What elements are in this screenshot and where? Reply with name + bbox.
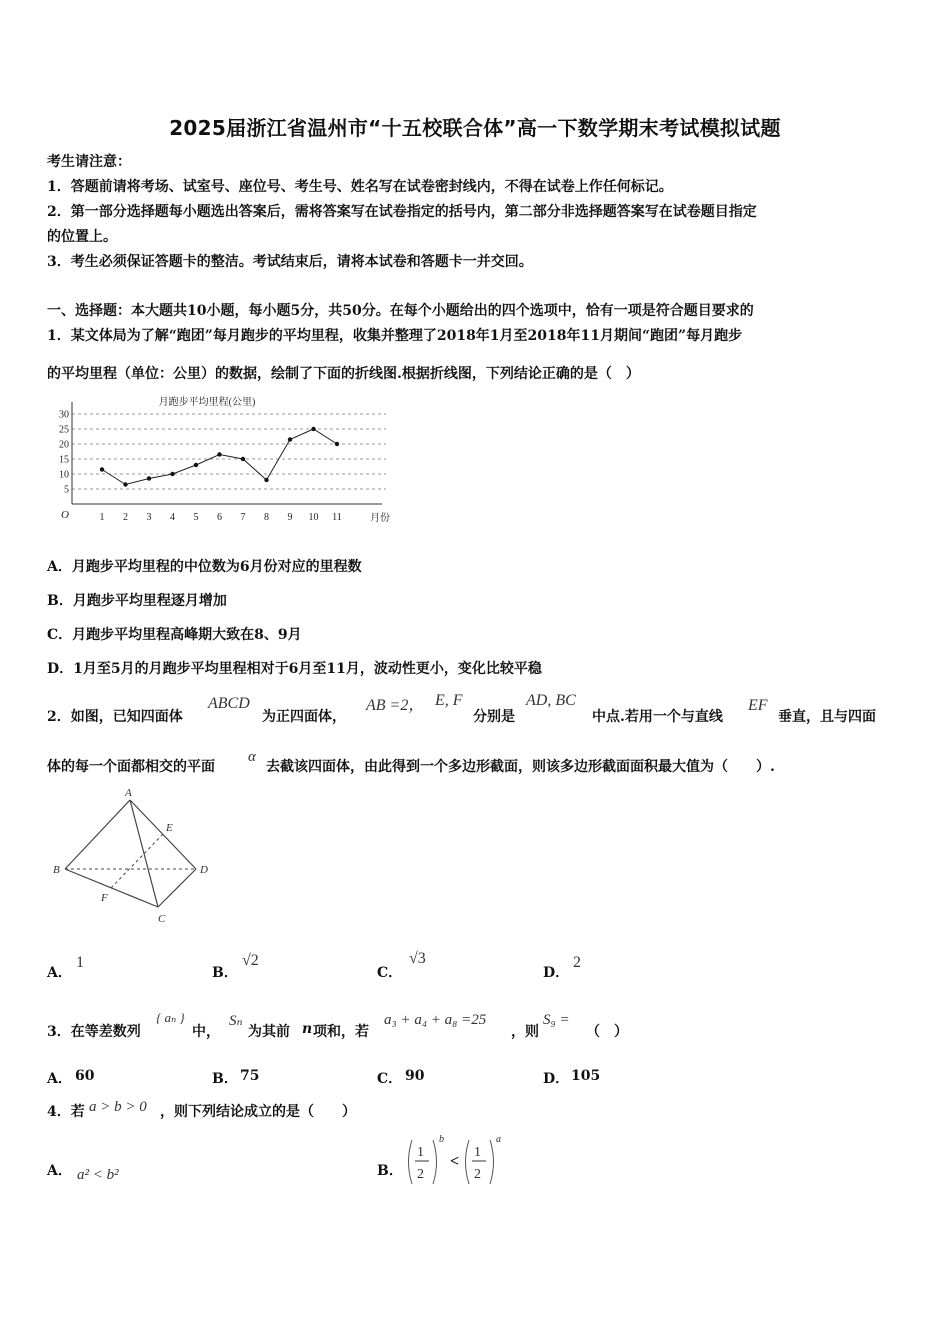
edge-ac bbox=[130, 800, 158, 907]
paren-right-2 bbox=[490, 1140, 494, 1184]
q3-stem-part: （ ） bbox=[586, 1024, 628, 1040]
q2-math-ef: E, F bbox=[435, 692, 463, 709]
data-point bbox=[100, 467, 104, 471]
q2-math-ef2: EF bbox=[748, 697, 768, 714]
q3-stem-part: 为其前 bbox=[248, 1024, 290, 1040]
y-tick-label: 10 bbox=[59, 469, 69, 481]
q2-math-abcd: ABCD bbox=[208, 695, 250, 712]
point-label-f: F bbox=[101, 892, 108, 904]
exp-a: a bbox=[496, 1134, 501, 1145]
q3-stem-part: 项和，若 bbox=[313, 1024, 369, 1040]
segment-ef-hidden bbox=[111, 834, 163, 888]
section-heading: 一、选择题：本大题共10小题，每小题5分，共50分。在每个小题给出的四个选项中，恰有一项是符合题目要求的 bbox=[47, 303, 754, 319]
q2-stem-part: 分别是 bbox=[473, 709, 515, 725]
paren-left-2 bbox=[466, 1140, 470, 1184]
chart-x-label: 月份 bbox=[370, 513, 390, 524]
x-tick-label: 11 bbox=[332, 512, 342, 523]
data-point bbox=[288, 437, 292, 441]
vertex-label-a: A bbox=[125, 787, 132, 799]
paren-left-1 bbox=[409, 1140, 413, 1184]
q1-option-b: B．月跑步平均里程逐月增加 bbox=[47, 593, 227, 609]
q2-stem-part: 垂直，且与四面 bbox=[778, 709, 876, 725]
vertex-label-b: B bbox=[53, 864, 60, 876]
chart-title: 月跑步平均里程(公里) bbox=[158, 397, 256, 408]
q3-math-sn: Sₙ bbox=[229, 1013, 243, 1029]
q2-math-adbc: AD, BC bbox=[526, 692, 576, 709]
q2-option-c-label: C． bbox=[377, 965, 403, 981]
q4-stem-part: ，则下列结论成立的是（ ） bbox=[160, 1104, 356, 1120]
q4-option-b-expr bbox=[402, 1130, 512, 1192]
notice-heading: 考生请注意： bbox=[47, 154, 131, 170]
data-point bbox=[217, 452, 221, 456]
notice-item: 的位置上。 bbox=[47, 229, 117, 245]
q2-stem-part: 去截该四面体，由此得到一个多边形截面，则该多边形截面面积最大值为（ ）. bbox=[266, 759, 775, 775]
data-point bbox=[123, 482, 127, 486]
q3-option-b-label: B． bbox=[212, 1071, 238, 1087]
q3-option-c-value: 90 bbox=[405, 1068, 425, 1084]
q4-option-a-label: A． bbox=[47, 1163, 72, 1179]
q2-stem-part: 为正四面体， bbox=[262, 709, 346, 725]
x-tick-label: 2 bbox=[123, 512, 128, 523]
q3-math-seq: { aₙ } bbox=[156, 1010, 185, 1025]
q3-option-a-label: A． bbox=[47, 1071, 72, 1087]
q3-stem-part: ，则 bbox=[511, 1024, 539, 1040]
vertex-label-c: C bbox=[158, 913, 166, 925]
frac1-den: 2 bbox=[417, 1167, 424, 1182]
q3-option-d-value: 105 bbox=[571, 1068, 601, 1084]
edge-cd bbox=[158, 869, 196, 907]
q2-option-a-label: A． bbox=[47, 965, 72, 981]
q2-stem-part: 2．如图，已知四面体 bbox=[47, 709, 183, 725]
q2-stem-part: 体的每一个面都相交的平面 bbox=[47, 759, 215, 775]
x-tick-label: 4 bbox=[170, 512, 175, 523]
x-tick-label: 8 bbox=[264, 512, 269, 523]
chart-origin-label: O bbox=[61, 509, 69, 521]
y-tick-label: 25 bbox=[59, 424, 69, 436]
x-tick-label: 5 bbox=[193, 512, 199, 523]
q2-math-ab: AB =2， bbox=[366, 697, 425, 714]
series-line bbox=[102, 429, 337, 485]
less-than-symbol: < bbox=[450, 1153, 460, 1170]
data-point bbox=[170, 472, 174, 476]
q3-option-c-label: C． bbox=[377, 1071, 403, 1087]
notice-item: 2．第一部分选择题每小题选出答案后，需将答案写在试卷指定的括号内，第二部分非选择题答案写在试卷题目指定 bbox=[47, 204, 757, 220]
q3-math-s9: S₉ = bbox=[543, 1012, 570, 1028]
page-title: 2025届浙江省温州市“十五校联合体”高一下数学期末考试模拟试题 bbox=[169, 116, 781, 140]
q4-math-condition: a > b > 0 bbox=[89, 1099, 147, 1115]
notice-item: 1．答题前请将考场、试室号、座位号、考生号、姓名写在试卷密封线内，不得在试卷上作任何标记。 bbox=[47, 179, 673, 195]
frac2-num: 1 bbox=[474, 1145, 481, 1160]
x-tick-label: 6 bbox=[217, 512, 222, 523]
q1-line-chart bbox=[52, 392, 402, 532]
data-point bbox=[147, 476, 151, 480]
notice-item: 3．考生必须保证答题卡的整洁。考试结束后，请将本试卷和答题卡一并交回。 bbox=[47, 254, 533, 270]
q1-stem-line1: 1．某文体局为了解“跑团”每月跑步的平均里程，收集并整理了2018年1月至2018年11月期间“跑团”每月跑步 bbox=[47, 328, 743, 344]
data-point bbox=[241, 457, 245, 461]
edge-ab bbox=[65, 800, 130, 869]
data-point bbox=[264, 478, 268, 482]
q3-math-condition: a₃ + a₄ + a₈ =25 bbox=[384, 1012, 487, 1028]
q2-option-d-label: D． bbox=[543, 965, 570, 981]
data-point bbox=[194, 463, 198, 467]
q2-option-d-value: 2 bbox=[573, 954, 581, 971]
q2-stem-part: 中点.若用一个与直线 bbox=[592, 709, 723, 725]
q3-option-d-label: D． bbox=[543, 1071, 570, 1087]
q4-option-a-expr: a² < b² bbox=[77, 1167, 119, 1183]
q2-option-b-value: √2 bbox=[242, 952, 259, 969]
y-tick-label: 30 bbox=[59, 409, 69, 421]
frac2-den: 2 bbox=[474, 1167, 481, 1182]
data-point bbox=[311, 427, 315, 431]
frac1-num: 1 bbox=[417, 1145, 424, 1160]
q1-stem-line2: 的平均里程（单位：公里）的数据，绘制了下面的折线图.根据折线图，下列结论正确的是（ ） bbox=[47, 366, 640, 382]
q3-stem-part: 中， bbox=[192, 1024, 220, 1040]
q2-option-c-value: √3 bbox=[409, 950, 426, 967]
vertex-label-d: D bbox=[200, 864, 208, 876]
exp-b: b bbox=[439, 1134, 444, 1145]
y-tick-label: 15 bbox=[59, 454, 69, 466]
q1-option-a: A．月跑步平均里程的中位数为6月份对应的里程数 bbox=[47, 559, 362, 575]
q1-option-c: C．月跑步平均里程高峰期大致在8、9月 bbox=[47, 627, 302, 643]
data-point bbox=[335, 442, 339, 446]
y-tick-label: 20 bbox=[59, 439, 69, 451]
x-tick-label: 1 bbox=[99, 512, 105, 523]
q3-stem-n: n bbox=[302, 1021, 313, 1037]
y-tick-label: 5 bbox=[64, 484, 69, 496]
q2-tetrahedron-figure bbox=[48, 784, 223, 929]
x-tick-label: 9 bbox=[287, 512, 293, 523]
q2-option-a-value: 1 bbox=[76, 954, 84, 971]
q4-stem-part: 4．若 bbox=[47, 1104, 85, 1120]
x-tick-label: 3 bbox=[146, 512, 152, 523]
q1-option-d: D．1月至5月的月跑步平均里程相对于6月至11月，波动性更小，变化比较平稳 bbox=[47, 661, 542, 677]
q4-option-b-label: B． bbox=[377, 1163, 403, 1179]
q3-stem-part: 3．在等差数列 bbox=[47, 1024, 141, 1040]
q2-math-alpha: α bbox=[248, 749, 256, 765]
q3-option-a-value: 60 bbox=[75, 1068, 95, 1084]
q2-option-b-label: B． bbox=[212, 965, 238, 981]
paren-right-1 bbox=[433, 1140, 437, 1184]
point-label-e: E bbox=[166, 822, 173, 834]
q3-option-b-value: 75 bbox=[240, 1068, 260, 1084]
x-tick-label: 10 bbox=[308, 512, 319, 523]
x-tick-label: 7 bbox=[240, 512, 246, 523]
